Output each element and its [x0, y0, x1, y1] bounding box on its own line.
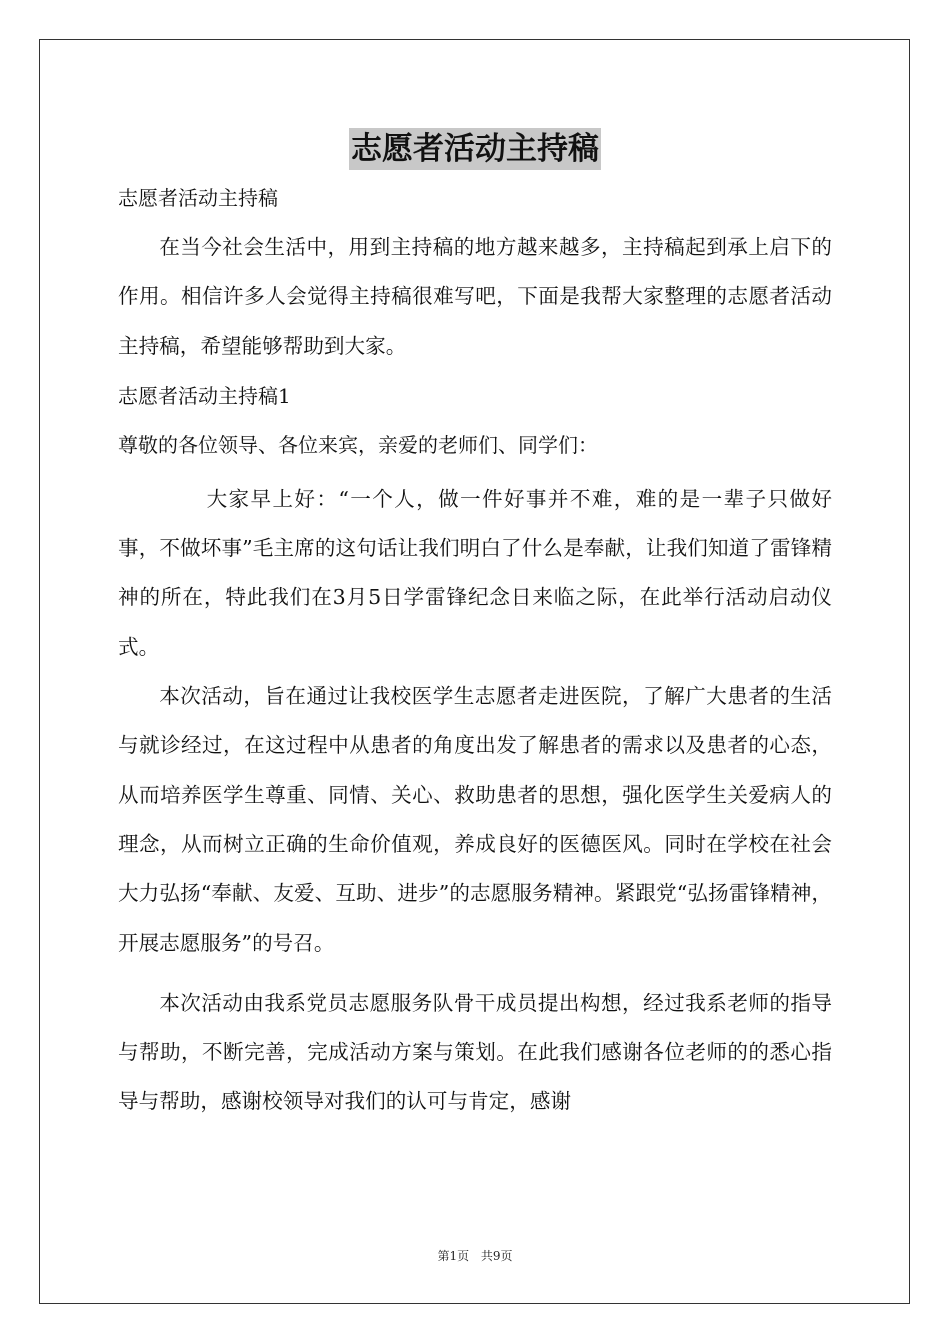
page-number: 第1页 — [437, 1249, 470, 1263]
section-heading: 志愿者活动主持稿1 — [118, 383, 291, 408]
intro-paragraph: 在当今社会生活中，用到主持稿的地方越来越多，主持稿起到承上启下的作用。相信许多人会觉得主持稿很难写吧，下面是我帮大家整理的志愿者活动主持稿，希望能够帮助到大家。 — [118, 235, 832, 358]
salutation: 尊敬的各位领导、各位来宾，亲爱的老师们、同学们： — [118, 432, 598, 457]
body-paragraph: 大家早上好：“一个人，做一件好事并不难，难的是一辈子只做好事，不做坏事”毛主席的这句话让我们明白了什么是奉献，让我们知道了雷锋精神的所在，特此我们在3月5日学雷锋纪念日来临之际，在此举行活动启动仪式。 — [118, 486, 832, 659]
document-body — [118, 179, 832, 1127]
page-footer — [0, 1247, 950, 1264]
document-subtitle: 志愿者活动主持稿 — [118, 186, 278, 210]
document-title: 志愿者活动主持稿 — [349, 128, 601, 170]
body-paragraph: 本次活动，旨在通过让我校医学生志愿者走进医院，了解广大患者的生活与就诊经过，在这过程中从患者的角度出发了解患者的需求以及患者的心态，从而培养医学生尊重、同情、关心、救助患者的思想，强化医学生关爱病人的理念，从而树立正确的生命价值观，养成良好的医德医风。同时在学校在社会大力弘扬“奉献、友爱、互助、进步”的志愿服务精神。紧跟党“弘扬雷锋精神，开展志愿服务”的号召。 — [118, 684, 832, 955]
title-area — [0, 128, 950, 170]
body-paragraph: 本次活动由我系党员志愿服务队骨干成员提出构想，经过我系老师的指导与帮助，不断完善，完成活动方案与策划。在此我们感谢各位老师的的悉心指导与帮助，感谢校领导对我们的认可与肯定，感谢 — [118, 990, 832, 1114]
page-total: 共9页 — [480, 1249, 513, 1263]
